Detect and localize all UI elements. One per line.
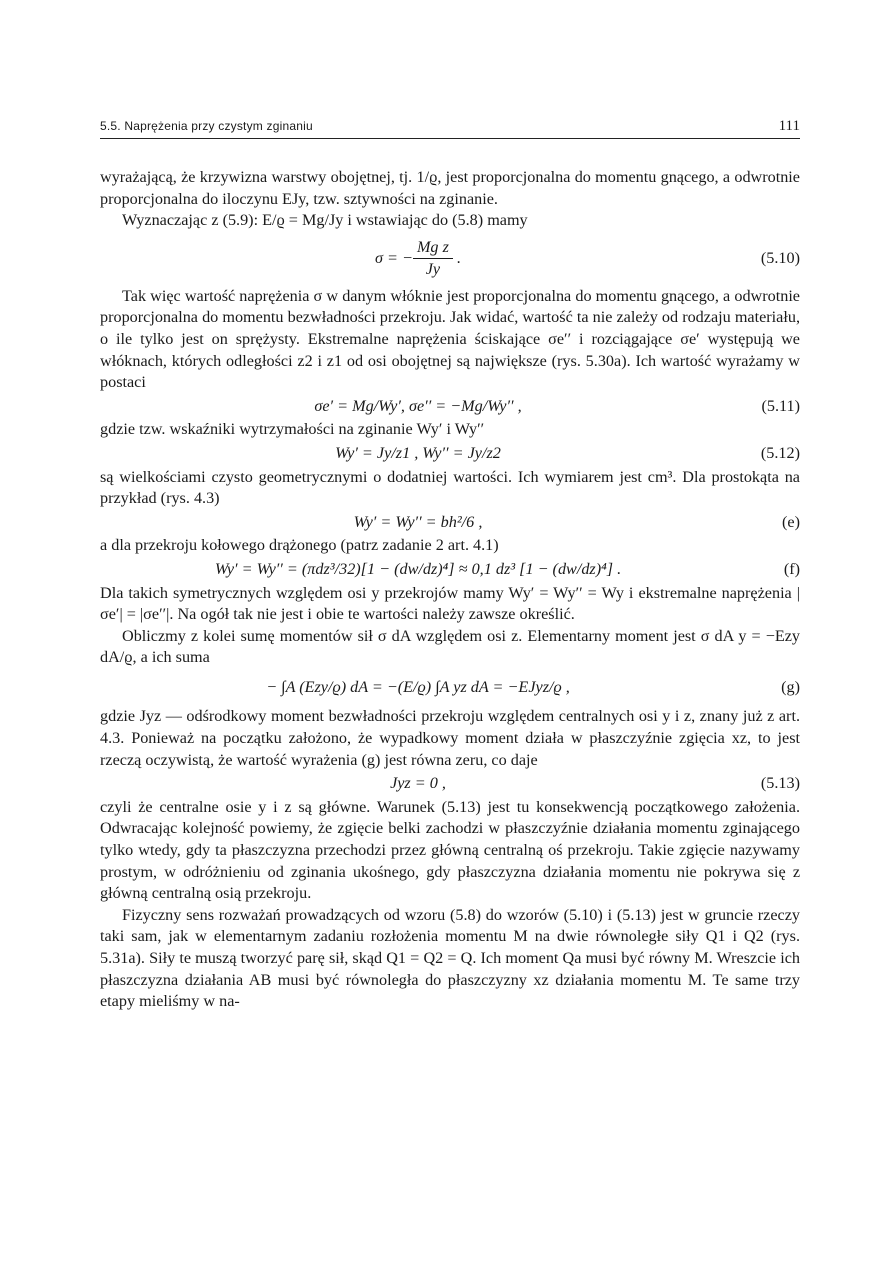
fraction-numerator: Mg z — [413, 237, 453, 260]
paragraph: Wyznaczając z (5.9): E/ϱ = Mg/Jy i wstawiając do (5.8) mamy — [122, 211, 528, 230]
section-title: 5.5. Naprężenia przy czystym zginaniu — [100, 119, 313, 133]
equation-number: (5.13) — [760, 774, 800, 793]
equation-expression: Jyz = 0 , — [390, 774, 446, 793]
book-page — [100, 118, 800, 1013]
fraction — [413, 237, 453, 281]
paragraph: Dla takich symetrycznych względem osi y przekrojów mamy Wy′ = Wy′′ = Wy i ekstremalne naprężenia |σe′| = |σe′′|. Na ogół tak nie jest i obie te wartości należy zawsze określić. — [100, 583, 800, 624]
equation-expression: − ∫A (Ezy/ϱ) dA = −(E/ϱ) ∫A yz dA = −EJyz/ϱ , — [266, 677, 570, 696]
paragraph: Obliczmy z kolei sumę momentów sił σ dA względem osi z. Elementarny moment jest σ dA y = −Ezy dA/ϱ, a ich suma — [100, 626, 800, 667]
equation-number: (e) — [782, 512, 800, 531]
fraction-denominator: Jy — [425, 260, 441, 279]
equation-5-10 — [100, 234, 800, 284]
paragraph: Fizyczny sens rozważań prowadzących od wzoru (5.8) do wzorów (5.10) i (5.13) jest w gruncie rzeczy taki sam, jak w elementarnym zadaniu rozłożenia momentu M na dwie równoległe siły Q1 i Q2 (rys. 5.31a). Siły te muszą tworzyć parę sił, skąd Q1 = Q2 = Q. Ich moment Qa musi być równy M. Wreszcie ich płaszczyzna działania AB musi być równoległa do płaszczyzny xz działania momentu M. Te same trzy etapy mieliśmy w na- — [100, 905, 800, 1011]
equation-number: (g) — [781, 677, 800, 696]
equation-number: (5.10) — [760, 248, 800, 267]
page-body — [100, 167, 800, 1013]
equation-number: (5.11) — [761, 396, 800, 415]
equation-5-11 — [100, 396, 800, 418]
paragraph: są wielkościami czysto geometrycznymi o dodatniej wartości. Ich wymiarem jest cm³. Dla prostokąta na przykład (rys. 4.3) — [100, 467, 800, 508]
equation-tail: . — [452, 248, 461, 267]
equation-5-13 — [100, 773, 800, 795]
paragraph: gdzie Jyz — odśrodkowy moment bezwładności przekroju względem centralnych osi y i z, znany już z art. 4.3. Ponieważ na początku założono, że wypadkowy moment działa w płaszczyźnie zgięcia xz, to jest rzeczą oczywistą, że wartość wyrażenia (g) jest równa zeru, co daje — [100, 707, 800, 769]
equation-expression: Wy′ = Wy′′ = (πdz³/32)[1 − (dw/dz)⁴] ≈ 0,1 dz³ [1 − (dw/dz)⁴] . — [214, 559, 622, 578]
equation-expression: σe′ = Mg/Wy′, σe′′ = −Mg/Wy′′ , — [314, 396, 522, 415]
equation-expression: Wy′ = Jy/z1 , Wy′′ = Jy/z2 — [335, 443, 501, 462]
running-header — [100, 118, 800, 139]
paragraph: gdzie tzw. wskaźniki wytrzymałości na zginanie Wy′ i Wy′′ — [100, 420, 485, 439]
equation-lhs: σ = − — [375, 248, 413, 267]
paragraph: a dla przekroju kołowego drążonego (patrz zadanie 2 art. 4.1) — [100, 536, 499, 555]
equation-expression: Wy′ = Wy′′ = bh²/6 , — [353, 512, 483, 531]
equation-number: (f) — [783, 559, 800, 578]
equation-5-12 — [100, 443, 800, 465]
equation-e — [100, 512, 800, 534]
paragraph: wyrażającą, że krzywizna warstwy obojętnej, tj. 1/ϱ, jest proporcjonalna do momentu gnącego, a odwrotnie proporcjonalna do iloczynu EJy, tzw. sztywności na zginanie. — [100, 168, 800, 208]
equation-g — [100, 677, 800, 699]
equation-number: (5.12) — [760, 443, 800, 462]
page-number: 111 — [778, 118, 800, 134]
equation-f — [100, 559, 800, 581]
paragraph: czyli że centralne osie y i z są główne. Warunek (5.13) jest tu konsekwencją początkowego założenia. Odwracając kolejność powiemy, że zgięcie belki zachodzi w płaszczyźnie działania momentu zginającego tylko wtedy, gdy ta płaszczyzna przechodzi przez główną centralną oś przekroju. Takie zgięcie nazywamy prostym, w odróżnieniu od zginania ukośnego, gdy płaszczyzna działania momentu nie pokrywa się z główną centralną osią przekroju. — [100, 797, 800, 903]
paragraph: Tak więc wartość naprężenia σ w danym włóknie jest proporcjonalna do momentu gnącego, a odwrotnie proporcjonalna do momentu bezwładności przekroju. Jak widać, wartość ta nie zależy od rodzaju materiału, o ile tylko jest on sprężysty. Ekstremalne naprężenia ściskające σe′′ i rozciągające σe′ występują we włóknach, których odległości z2 i z1 od osi obojętnej są największe (rys. 5.30a). Ich wartość wyrażamy w postaci — [100, 286, 800, 392]
